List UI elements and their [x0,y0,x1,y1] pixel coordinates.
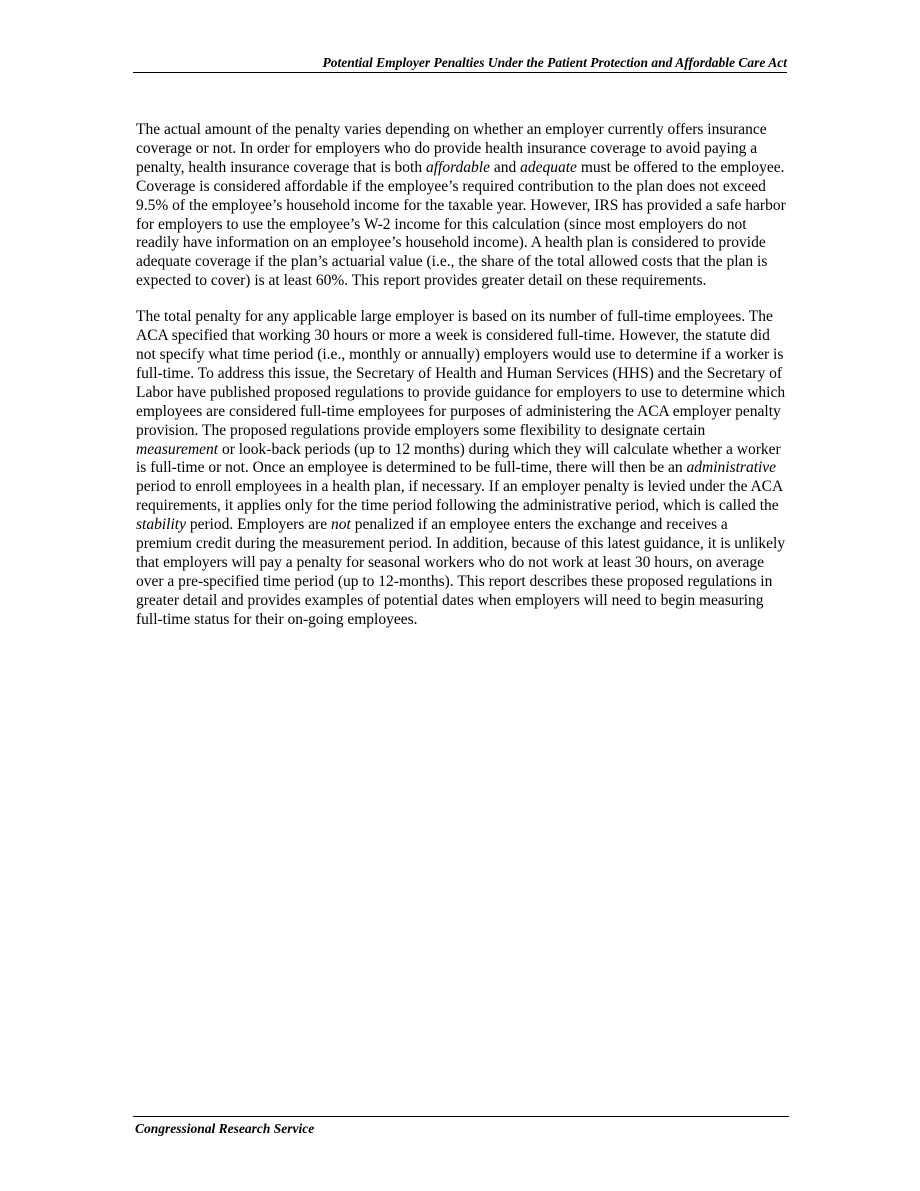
paragraph-text: period to enroll employees in a health plan, if necessary. If an employer penalty is levied under the ACA requirements, it applies only for the time period following the administrative period, which is called the [136,478,783,515]
emphasis-affordable: affordable [425,158,490,176]
paragraph-text: penalized if an employee enters the exchange and receives a premium credit during the measurement period. In addition, because of this latest guidance, it is unlikely that employers will pay a penalty for seasonal workers who do not work at least 30 hours, on average over a pre-specified time period (up to 12-months). This report describes these proposed regulations in greater detail and provides examples of potential dates when employers will need to begin measuring full-time status for their on-going employees. [136,516,786,628]
body-text [136,121,786,647]
paragraph-text: The actual amount of the penalty varies depending on whether an employer currently offers insurance coverage or not. In order for employers who do provide health insurance coverage to avoid paying a penalty, health insurance coverage that is both [136,121,767,176]
paragraph-text: The total penalty for any applicable large employer is based on its number of full-time employees. The ACA specified that working 30 hours or more a week is considered full-time. However, the statute did not specify what time period (i.e., monthly or annually) employers would use to determine if a worker is full-time. To address this issue, the Secretary of Health and Human Services (HHS) and the Secretary of Labor have published proposed regulations to provide guidance for employers to use to determine which employees are considered full-time employees for purposes of administering the ACA employer penalty provision. The proposed regulations provide employers some flexibility to designate certain [136,308,786,439]
paragraph-text: period. Employers are [185,516,332,534]
paragraph-total-penalty [136,308,786,629]
running-footer [133,1116,789,1137]
emphasis-stability: stability [136,516,186,534]
emphasis-not: not [331,516,351,534]
emphasis-adequate: adequate [520,158,577,176]
paragraph-text: and [489,158,521,176]
footer-label: Congressional Research Service [135,1121,315,1136]
paragraph-text: must be offered to the employee. Coverage is considered affordable if the employee’s required contribution to the plan does not exceed 9.5% of the employee’s household income for the taxable year. However, IRS has provided a safe harbor for employers to use the employee’s W-2 income for this calculation (since most employers do not readily have information on an employee’s household income). A health plan is considered to provide adequate coverage if the plan’s actuarial value (i.e., the share of the total allowed costs that the plan is expected to cover) is at least 60%. This report provides greater detail on these requirements. [136,158,786,290]
emphasis-administrative: administrative [686,459,777,477]
running-header [133,55,787,73]
document-title: Potential Employer Penalties Under the Patient Protection and Affordable Care Act [322,55,787,70]
paragraph-text: or look-back periods (up to 12 months) during which they will calculate whether a worker is full-time or not. Once an employee is determined to be full-time, there will then be an [136,440,781,477]
paragraph-penalty-amount [136,121,786,291]
emphasis-measurement: measurement [136,440,219,458]
